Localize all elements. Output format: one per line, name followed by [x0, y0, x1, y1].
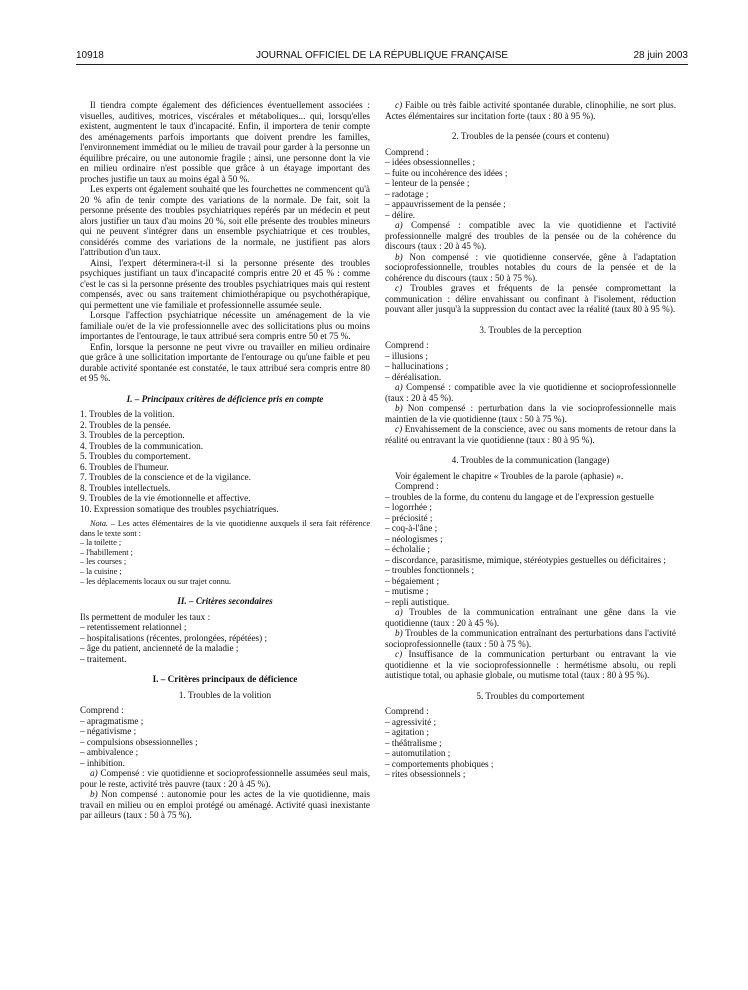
list-item: – néologismes ; — [385, 533, 443, 544]
subsection-title: 4. Troubles de la communication (langage) — [451, 455, 610, 465]
paragraph: Comprend : — [385, 340, 429, 350]
list-item: – idées obsessionnelles ; — [385, 157, 476, 167]
item-label: c) — [395, 649, 403, 659]
left-column — [80, 100, 370, 821]
nota-block — [80, 519, 370, 586]
journal-title: JOURNAL OFFICIEL DE LA RÉPUBLIQUE FRANÇAISE — [255, 50, 509, 61]
list-item: – agressivité ; — [385, 716, 437, 727]
section-title-secondary: II. – Critères secondaires — [177, 596, 273, 607]
list-item: – lenteur de la pensée ; — [385, 178, 470, 188]
list-item: – agitation ; — [385, 727, 429, 737]
subsection-title: 2. Troubles de la pensée (cours et contenu) — [451, 131, 610, 141]
list-item: 3. Troubles de la perception. — [80, 430, 185, 440]
list-item: – délire. — [385, 209, 416, 220]
list-item: – écholalie ; — [385, 544, 430, 554]
item-label: c) — [395, 283, 403, 293]
list-item: – apragmatisme ; — [80, 715, 144, 726]
list-item: – déréalisation. — [385, 371, 442, 382]
list-item: – la toilette ; — [80, 538, 122, 548]
section-title-principal: I. – Critères principaux de déficience — [152, 674, 298, 685]
item-label: a) — [90, 768, 98, 779]
list-item: – mutisme ; — [385, 586, 429, 596]
list-item: – logorrhée ; — [385, 502, 432, 512]
right-column — [385, 100, 676, 780]
list-item: 10. Expression somatique des troubles psychiatriques. — [80, 503, 279, 514]
item-label: a) — [395, 607, 403, 617]
list-item: – fuite ou incohérence des idées ; — [385, 167, 508, 178]
list-item: – inhibition. — [80, 757, 125, 768]
list-item: 5. Troubles du comportement. — [80, 451, 191, 461]
list-item: – traitement. — [80, 653, 127, 664]
list-item: – la cuisine ; — [80, 566, 122, 576]
list-item: 8. Troubles intellectuels. — [80, 482, 171, 493]
list-item: – bégaiement ; — [385, 575, 440, 586]
list-item: – discordance, parasitisme, mimique, stéréotypies gestuelles ou déficitaires ; — [385, 554, 666, 565]
paragraph: Compensé : compatible avec la vie quotidienne et socioprofessionnelle (taux : 20 à 45 %). — [385, 382, 676, 403]
item-label: a) — [395, 220, 403, 230]
paragraph: Ils permettent de moduler les taux : — [80, 611, 211, 622]
list-item: – les déplacements locaux ou sur trajet connu. — [80, 576, 231, 586]
nota-label: Nota. — [90, 519, 108, 528]
list-item: – négativisme ; — [80, 726, 137, 737]
list-item: – l'habillement ; — [80, 547, 133, 557]
nota-text: – Les actes élémentaires de la vie quotidienne auxquels il sera fait référence dans le texte sont : — [80, 519, 370, 538]
item-label: b) — [90, 789, 98, 800]
list-item: 1. Troubles de la volition. — [80, 409, 175, 419]
paragraph: Il tiendra compte également des déficiences éventuellement associées : visuelles, auditives, motrices, viscérales et métaboliques... qui, lorsqu'elles existent, augmentent le taux d'incapacité. Enfin, il importera de tenir compte des aménagements parfois importants que doivent prendre les familles, l'environnement immédiat ou le milieu de travail pour garder à la personne un équilibre précaire, ou une autonomie fragile ; ainsi, une personne dont la vie en milieu ordinaire n'est possible que grâce à un étayage important des proches justifie un taux au moins égal à 50 %. — [80, 100, 370, 184]
list-item: 2. Troubles de la pensée. — [80, 419, 171, 430]
paragraph: Compensé : vie quotidienne et socioprofessionnelle assumées seul mais, pour le reste, activité très pauvre (taux : 20 à 45 %). — [80, 768, 370, 789]
item-label: b) — [395, 403, 403, 413]
list-item: – appauvrissement de la pensée ; — [385, 199, 506, 209]
list-item: – comportements phobiques ; — [385, 758, 494, 769]
list-item: – coq-à-l'âne ; — [385, 523, 438, 533]
list-item: – illusions ; — [385, 350, 428, 361]
paragraph: Faible ou très faible activité spontanée durable, clinophilie, ne sort plus. Actes élémentaires sur incitation forte (taux : 80 à 95 %). — [385, 100, 676, 121]
paragraph: Enfin, lorsque la personne ne peut vivre ou travailler en milieu ordinaire que grâce à une sollicitation importante de l'entourage ou qu'une faible et peu durable activité spontanée est constatée, le taux attribué sera compris entre 80 et 95 %. — [80, 341, 370, 383]
list-item: – automutilation ; — [385, 748, 451, 758]
paragraph: Ainsi, l'expert déterminera-t-il si la personne présente des troubles psychiques justifiant un taux d'incapacité compris entre 20 et 45 % : comme c'est le cas si la personne présente des troubles psychiatriques mais qui restent compensés, avec ou sans traitement chimiothérapique ou psychothérapique, qui permettent une vie familiale et professionnelle assumée seule. — [80, 257, 370, 310]
list-item: – troubles de la forme, du contenu du langage et de l'expression gestuelle — [385, 491, 654, 502]
list-item: – troubles fonctionnels ; — [385, 565, 475, 575]
paragraph: Non compensé : vie quotidienne conservée, gêne à l'adaptation socioprofessionnelle, troubles notables du cours de la pensée et de la cohérence du discours (taux : 50 à 75 %). — [385, 251, 676, 283]
list-item: – compulsions obsessionnelles ; — [80, 736, 198, 747]
list-item: – préciosité ; — [385, 512, 433, 523]
item-label: c) — [395, 424, 403, 434]
paragraph: Troubles graves et fréquents de la pensée compromettant la communication : délire envahissant ou confinant à l'isolement, réduction pouvant aller jusqu'à la suppression du contact avec la réalité (taux 80 à 95 %). — [385, 283, 676, 314]
paragraph: Troubles de la communication entraînant une gêne dans la vie quotidienne (taux : 20 à 45 %). — [385, 607, 676, 628]
list-item: – hospitalisations (récentes, prolongées, répétées) ; — [80, 632, 268, 643]
paragraph: Non compensé : autonomie pour les actes de la vie quotidienne, mais travail en milieu ou en emploi protégé ou aménagé. Activité quasi inexistante par ailleurs (taux : 50 à 75 %). — [80, 789, 370, 821]
header-rule — [76, 64, 688, 65]
item-label: b) — [395, 251, 403, 262]
subsection-title: 5. Troubles du comportement — [476, 690, 585, 701]
list-item: – repli autistique. — [385, 596, 450, 607]
paragraph: Lorsque l'affection psychiatrique nécessite un aménagement de la vie familiale ou/et de la vie professionnelle avec des sollicitations plus ou moins importantes de l'entourage, le taux attribué sera compris entre 50 et 75 %. — [80, 310, 370, 341]
item-label: a) — [395, 382, 403, 392]
section-title-main-criteria: I. – Principaux critères de déficience pris en compte — [126, 393, 324, 404]
paragraph: Compensé : compatible avec la vie quotidienne et l'activité professionnelle malgré des troubles de la pensée ou de la cohérence du discours (taux : 20 à 45 %). — [385, 220, 676, 251]
list-item: – rites obsessionnels ; — [385, 769, 466, 779]
paragraph: Voir également le chapitre « Troubles de la parole (aphasie) ». — [395, 470, 624, 481]
subsection-title: 3. Troubles de la perception — [479, 324, 582, 335]
paragraph: Comprend : — [395, 481, 439, 491]
list-item: 7. Troubles de la conscience et de la vigilance. — [80, 472, 251, 482]
issue-date: 28 juin 2003 — [633, 50, 688, 61]
list-item: 4. Troubles de la communication. — [80, 440, 203, 451]
page-number: 10918 — [76, 50, 104, 61]
paragraph: Insuffisance de la communication perturbant ou entravant la vie quotidienne et la vie socioprofessionnelle : hermétisme absolu, ou repli autistique total, ou aphasie globale, ou mutisme total (taux : 80 à 95 %). — [385, 649, 676, 680]
list-item: 9. Troubles de la vie émotionnelle et affective. — [80, 493, 251, 503]
item-label: c) — [395, 100, 403, 110]
paragraph: Les experts ont également souhaité que les fourchettes ne commencent qu'à 20 % afin de tenir compte des variations de la normale. De fait, soit la personne présente des troubles psychiatriques repérés par un médecin et peut alors justifier un taux d'au moins 20 %, soit elle présente des troubles mineurs qui ne peuvent s'intégrer dans un ensemble psychiatrique et ces troubles, considérés comme des variations de la normale, ne justifient pas alors l'attribution d'un taux. — [80, 184, 370, 257]
paragraph: Comprend : — [80, 705, 124, 716]
list-item: – hallucinations ; — [385, 361, 449, 371]
paragraph: Troubles de la communication entraînant des perturbations dans l'activité socioprofessionnelle (taux : 50 à 75 %). — [385, 628, 676, 649]
paragraph: Comprend : — [385, 146, 429, 157]
list-item: 6. Troubles de l'humeur. — [80, 461, 169, 472]
criteria-list — [80, 409, 370, 514]
subsection-title: 1. Troubles de la volition — [178, 689, 272, 700]
paragraph: Comprend : — [385, 706, 429, 716]
paragraph: Envahissement de la conscience, avec ou sans moments de retour dans la réalité ou entravant la vie quotidienne (taux : 80 à 95 %). — [385, 424, 676, 445]
list-item: – âge du patient, ancienneté de la maladie ; — [80, 643, 239, 654]
list-item: – les courses ; — [80, 557, 127, 567]
paragraph: Non compensé : perturbation dans la vie socioprofessionnelle mais maintien de la vie quotidienne (taux : 50 à 75 %). — [385, 403, 676, 424]
list-item: – ambivalence ; — [80, 747, 139, 758]
list-item: – théâtralisme ; — [385, 737, 442, 748]
list-item: – retentissement relationnel ; — [80, 622, 187, 633]
item-label: b) — [395, 628, 403, 638]
list-item: – radotage ; — [385, 188, 429, 199]
